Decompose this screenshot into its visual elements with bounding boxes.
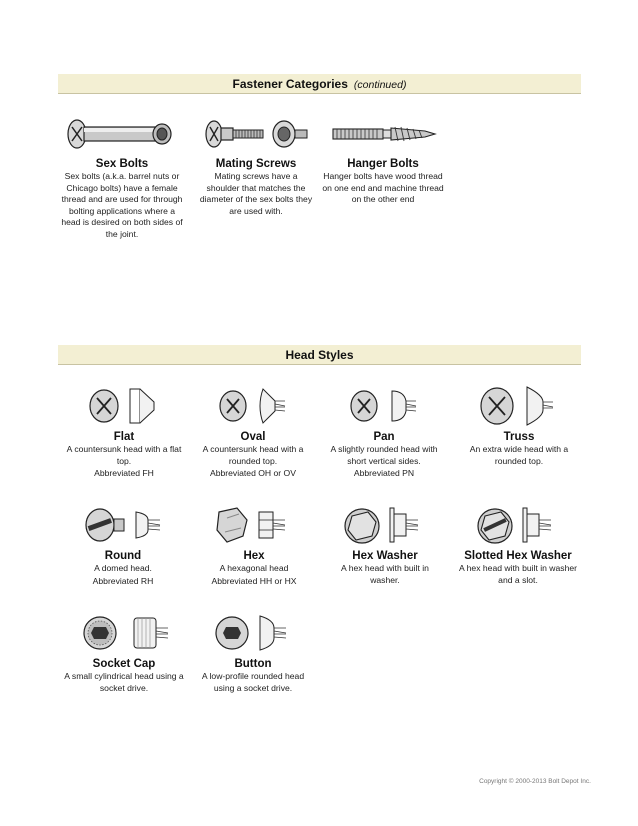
category-description: Hanger bolts have wood thread on one end and machine thread on the other end: [322, 171, 444, 204]
category-mating-screws: [197, 112, 315, 217]
head-style-name: Socket Cap: [92, 658, 156, 670]
hex-washer-head-icon: [340, 502, 430, 548]
fastener-categories-banner: [58, 74, 581, 94]
head-style-name: Truss: [503, 431, 535, 443]
head-style-description: An extra wide head with a rounded top.: [469, 444, 569, 466]
head-style-abbreviation: Abbreviated RH: [92, 575, 154, 586]
head-style-description: A small cylindrical head using a socket drive.: [64, 671, 184, 693]
head-style-name: Pan: [373, 431, 395, 443]
head-style-round: [66, 502, 180, 587]
head-style-description: A low-profile rounded head using a socket drive.: [201, 671, 305, 693]
head-style-description: A hexagonal head: [219, 563, 289, 573]
head-style-hex-washer: [326, 502, 444, 586]
head-style-hex: [196, 502, 312, 587]
head-style-description: A countersunk head with a flat top.: [66, 444, 182, 466]
category-name: Hanger Bolts: [347, 158, 419, 170]
head-style-name: Flat: [113, 431, 135, 443]
round-head-icon: [78, 502, 168, 548]
copyright-notice: Copyright © 2000-2013 Bolt Depot Inc.: [479, 778, 591, 785]
head-style-name: Hex Washer: [352, 550, 418, 562]
socket-cap-head-icon: [76, 610, 172, 656]
head-style-description: A domed head.: [94, 563, 152, 573]
flat-head-icon: [82, 383, 166, 429]
head-style-abbreviation: Abbreviated PN: [353, 468, 415, 478]
head-style-name: Button: [234, 658, 272, 670]
category-sex-bolts: [60, 112, 184, 240]
section-title: Fastener Categories: [232, 77, 348, 91]
head-style-name: Slotted Hex Washer: [464, 550, 572, 562]
head-style-socket-cap: [60, 610, 188, 694]
head-style-truss: [460, 383, 578, 467]
head-style-abbreviation: Abbreviated OH or OV: [210, 468, 296, 478]
category-description: Sex bolts (a.k.a. barrel nuts or Chicago bolts) have a female thread and are used for through bolting applications where a head is desired on both sides of the joint.: [61, 171, 183, 239]
head-style-slotted-hex-washer: [458, 502, 578, 586]
oval-head-icon: [211, 383, 295, 429]
head-style-description: A slightly rounded head with short vertical sides.: [330, 444, 438, 466]
category-hanger-bolts: [322, 112, 444, 206]
head-style-name: Oval: [240, 431, 266, 443]
button-head-icon: [208, 610, 298, 656]
section-title: Head Styles: [285, 348, 354, 362]
head-style-description: A hex head with built in washer and a slot.: [459, 563, 577, 585]
head-style-description: A hex head with built in washer.: [341, 563, 429, 585]
sex-bolt-icon: [64, 112, 180, 156]
category-description: Mating screws have a shoulder that matches the diameter of the sex bolts they are used with.: [199, 171, 313, 216]
head-styles-banner: [58, 345, 581, 365]
head-style-button: [196, 610, 310, 694]
section-subtitle: (continued): [353, 79, 407, 91]
category-name: Sex Bolts: [95, 158, 149, 170]
mating-screw-icon: [204, 112, 308, 156]
head-style-name: Hex: [243, 550, 265, 562]
head-style-description: A countersunk head with a rounded top.: [202, 444, 304, 466]
head-style-oval: [196, 383, 310, 480]
head-style-name: Round: [104, 550, 142, 562]
truss-head-icon: [475, 383, 563, 429]
head-style-abbreviation: Abbreviated HH or HX: [211, 575, 297, 586]
head-style-pan: [322, 383, 446, 480]
hex-head-icon: [209, 502, 299, 548]
hanger-bolt-icon: [329, 112, 437, 156]
category-name: Mating Screws: [215, 158, 297, 170]
pan-head-icon: [342, 383, 426, 429]
head-style-flat: [60, 383, 188, 480]
slotted-hex-washer-head-icon: [473, 502, 563, 548]
head-style-abbreviation: Abbreviated FH: [94, 468, 154, 478]
